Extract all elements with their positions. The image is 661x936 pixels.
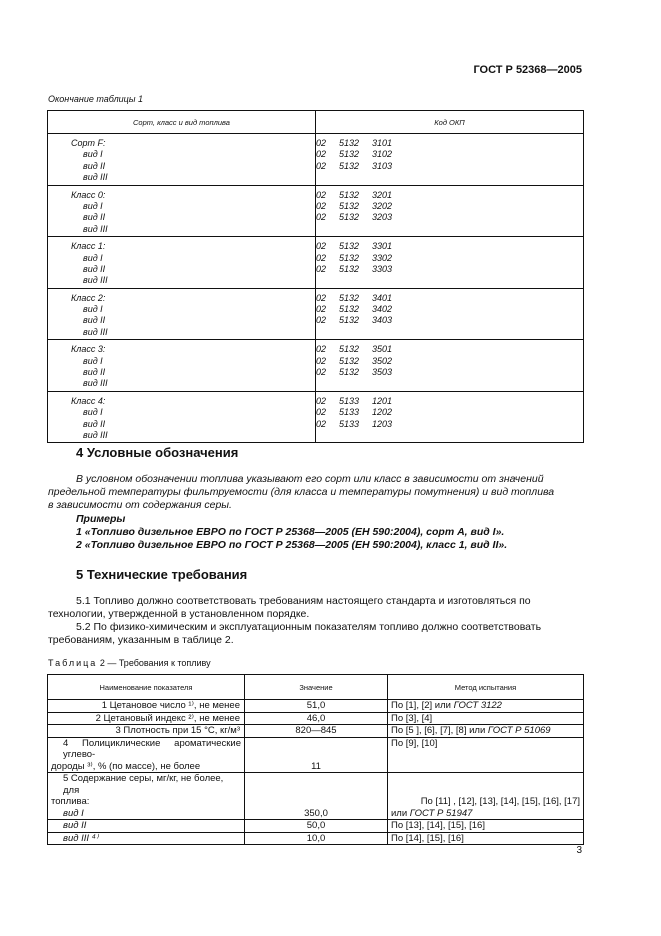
okp-code: 02 5132 3202 (316, 200, 393, 211)
test-method (388, 773, 584, 820)
examples-label: Примеры (76, 513, 126, 525)
indicator-value: 820—845 (245, 725, 388, 738)
okp-code: 02 5133 1202 (316, 407, 393, 418)
test-method-text: По [5 ], [6], [7], [8] или (391, 725, 488, 736)
okp-code-cell (316, 185, 584, 237)
test-method: По [9], [10] (388, 737, 584, 773)
table1-group-row (48, 185, 584, 237)
section4-para-line: в зависимости от содержания серы. (48, 499, 232, 511)
indicator-name-line: 4 Полициклические ароматические углево- (63, 737, 241, 760)
okp-code: 02 5132 3403 (316, 315, 393, 326)
test-method-standard: ГОСТ 3122 (453, 700, 502, 711)
fuel-type-label: вид I (83, 200, 103, 211)
okp-code-cell (316, 134, 584, 186)
table2-row (48, 773, 584, 820)
okp-code: 02 5132 3503 (316, 367, 393, 378)
table1-header-code: Код ОКП (316, 111, 584, 134)
fuel-type-label: вид II (83, 418, 106, 429)
table1-caption: Окончание таблицы 1 (48, 94, 143, 104)
fuel-class-name: Сорт F: (71, 138, 106, 148)
indicator-name-line: 5 Содержание серы, мг/кг, не более, для (63, 773, 224, 796)
fuel-type-label: вид II (48, 820, 245, 833)
fuel-class-cell (48, 391, 316, 443)
fuel-type-label: вид I (83, 304, 103, 315)
fuel-type-label: вид II (83, 315, 106, 326)
indicator-value: 10,0 (245, 832, 388, 845)
table1-group-row (48, 134, 584, 186)
test-method (388, 700, 584, 713)
fuel-type-label: вид III (83, 223, 108, 234)
indicator-value: 50,0 (245, 820, 388, 833)
document-code: ГОСТ Р 52368—2005 (473, 64, 582, 76)
indicator-value: 11 (245, 737, 388, 773)
fuel-type-label: вид III ⁴⁾ (48, 832, 245, 845)
okp-code: 02 5132 3401 (316, 292, 393, 303)
fuel-type-label: вид III (83, 172, 108, 183)
test-method-standard: ГОСТ Р 51069 (487, 725, 551, 736)
fuel-type-label: вид I (63, 807, 84, 819)
okp-code: 02 5132 3201 (316, 189, 393, 200)
indicator-name-line: дороды ³⁾, % (по массе), не более (51, 760, 201, 772)
table2-header-method: Метод испытания (388, 675, 584, 700)
indicator-name: 2 Цетановый индекс ²⁾, не менее (48, 712, 245, 725)
para-5-2-line: 5.2 По физико-химическим и эксплуатационным показателям топливо должно соответствовать (76, 621, 542, 633)
indicator-name-line: топлива: (51, 796, 90, 807)
okp-code: 02 5132 3302 (316, 252, 393, 263)
fuel-class-cell (48, 340, 316, 392)
okp-code: 02 5133 1201 (316, 395, 393, 406)
fuel-type-label: вид I (83, 407, 103, 418)
okp-code-cell (316, 237, 584, 289)
fuel-class-cell (48, 185, 316, 237)
fuel-type-label: вид II (83, 212, 106, 223)
table2-row (48, 700, 584, 713)
fuel-class-cell (48, 288, 316, 340)
fuel-class-name: Класс 0: (71, 189, 106, 200)
okp-code: 02 5132 3501 (316, 344, 393, 355)
para-5-2-line: требованиям, указанным в таблице 2. (48, 634, 234, 646)
fuel-type-label: вид II (83, 367, 106, 378)
fuel-class-cell (48, 237, 316, 289)
okp-code-cell (316, 288, 584, 340)
indicator-name: 1 Цетановое число ¹⁾, не менее (48, 700, 245, 713)
fuel-type-label: вид III (83, 326, 108, 337)
okp-code: 02 5132 3102 (316, 149, 393, 160)
fuel-type-label: вид I (83, 252, 103, 263)
fuel-class-name: Класс 3: (71, 344, 106, 355)
fuel-type-label: вид II (83, 263, 106, 274)
test-method (388, 725, 584, 738)
okp-code: 02 5132 3101 (316, 138, 393, 148)
indicator-value: 51,0 (245, 700, 388, 713)
indicator-value: 350,0 (245, 773, 388, 820)
fuel-class-name: Класс 4: (71, 395, 106, 406)
test-method-line: По [11] , [12], [13], [14], [15], [16], [17] (420, 796, 580, 807)
okp-code: 02 5132 3303 (316, 263, 393, 274)
table2-row (48, 712, 584, 725)
okp-code: 02 5132 3502 (316, 355, 393, 366)
okp-code: 02 5132 3402 (316, 304, 393, 315)
fuel-class-name: Класс 1: (71, 241, 106, 252)
fuel-type-label: вид I (83, 355, 103, 366)
table1-group-row (48, 288, 584, 340)
fuel-type-label: вид I (83, 149, 103, 160)
fuel-type-label: вид II (83, 160, 106, 171)
fuel-type-label: вид III (83, 275, 108, 286)
table2-header-value: Значение (245, 675, 388, 700)
fuel-class-cell (48, 134, 316, 186)
para-5-1-line: 5.1 Топливо должно соответствовать требованиям настоящего стандарта и изготовляться по (76, 595, 531, 607)
test-method-text: или (391, 807, 410, 819)
test-method-text: По [1], [2] или (391, 700, 454, 711)
okp-code-cell (316, 391, 584, 443)
okp-code: 02 5133 1203 (316, 418, 393, 429)
indicator-value: 46,0 (245, 712, 388, 725)
table1-body (48, 134, 584, 443)
test-method: По [14], [15], [16] (388, 832, 584, 845)
fuel-type-label: вид III (83, 429, 108, 440)
table2 (47, 674, 584, 845)
fuel-class-name: Класс 2: (71, 292, 106, 303)
page-number: 3 (576, 845, 582, 856)
para-5-1-line: технологии, утвержденной в установленном порядке. (48, 608, 310, 620)
table2-header-name: Наименование показателя (48, 675, 245, 700)
indicator-name (48, 737, 245, 773)
table2-row (48, 820, 584, 833)
table2-caption-label: Таблица (48, 658, 98, 668)
table1-group-row (48, 237, 584, 289)
table1 (47, 110, 584, 443)
table1-header-type: Сорт, класс и вид топлива (48, 111, 316, 134)
table2-caption-text: 2 — Требования к топливу (99, 658, 211, 668)
test-method: По [3], [4] (388, 712, 584, 725)
section4-para-line: В условном обозначении топлива указывают его сорт или класс в зависимости от значений (76, 473, 544, 485)
example-2: 2 «Топливо дизельное ЕВРО по ГОСТ Р 25368—2005 (ЕН 590:2004), класс 1, вид II». (76, 539, 508, 551)
section5-title: 5 Технические требования (76, 567, 248, 582)
okp-code: 02 5132 3203 (316, 212, 393, 223)
section4-para-line: предельной температуры фильтруемости (для класса и температуры помутнения) и вид топлива (48, 486, 555, 498)
indicator-name: 3 Плотность при 15 °С, кг/м³ (48, 725, 245, 738)
indicator-name (48, 773, 245, 820)
table1-group-row (48, 340, 584, 392)
table2-caption (48, 658, 211, 668)
example-1: 1 «Топливо дизельное ЕВРО по ГОСТ Р 25368—2005 (ЕН 590:2004), сорт А, вид I». (76, 526, 505, 538)
fuel-type-label: вид III (83, 378, 108, 389)
okp-code-cell (316, 340, 584, 392)
test-method-standard: ГОСТ Р 51947 (409, 807, 473, 819)
okp-code: 02 5132 3103 (316, 160, 393, 171)
table2-row (48, 832, 584, 845)
test-method: По [13], [14], [15], [16] (388, 820, 584, 833)
table2-row (48, 725, 584, 738)
okp-code: 02 5132 3301 (316, 241, 393, 252)
table1-group-row (48, 391, 584, 443)
table2-row (48, 737, 584, 773)
test-method-line (391, 808, 580, 820)
section4-title: 4 Условные обозначения (76, 445, 239, 460)
